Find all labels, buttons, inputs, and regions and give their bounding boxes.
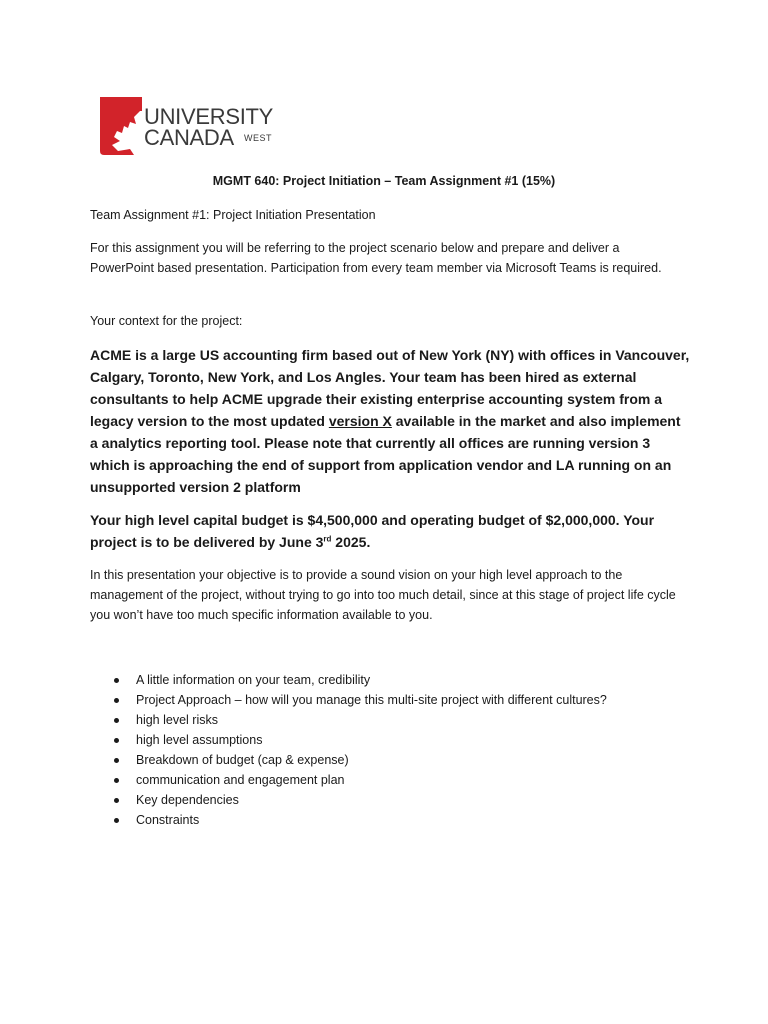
budget-text-1: Your high level capital budget is $4,500,000 and operating budget of $2,000,000. Your project is to be delivered by June 3 [90,512,655,550]
bullet-icon [114,738,119,743]
logo-line-canada: CANADA [144,125,234,150]
budget-text-2: 2025. [331,534,371,550]
list-item: A little information on your team, credibility [110,670,607,690]
list-item: Project Approach – how will you manage this multi-site project with different cultures? [110,690,607,710]
list-item: communication and engagement plan [110,770,607,790]
context-label: Your context for the project: [90,314,243,328]
university-logo [100,97,280,155]
bullet-icon [114,758,119,763]
document-title: MGMT 640: Project Initiation – Team Assignment #1 (15%) [212,174,556,188]
scenario-version-x: version X [328,413,392,429]
bullet-icon [114,718,119,723]
deliverables-list [110,670,607,830]
list-item: Breakdown of budget (cap & expense) [110,750,607,770]
bullet-icon [114,698,119,703]
scenario-text-1: ACME is a large US accounting firm based out of New York (NY) with offices in Vancouver, Calgary, Toronto, New York, and Los Angles. Your team has been hired as external consultants to help ACME upgrade their existing enterprise accounting system from a legacy version to the most updated [90,347,690,429]
list-item: Constraints [110,810,607,830]
assignment-subtitle: Team Assignment #1: Project Initiation Presentation [90,208,376,222]
budget-paragraph [90,509,690,553]
logo-line-university: UNIVERSITY [144,104,274,129]
bullet-icon [114,798,119,803]
list-item: Key dependencies [110,790,607,810]
maple-leaf-logo-icon [100,97,142,155]
scenario-text-2: available in the market and also implement a analytics reporting tool. Please note that currently all offices are running version 3 which is approaching the end of support from application vendor and LA running on an unsupported version 2 platform [90,413,681,495]
objective-paragraph: In this presentation your objective is to provide a sound vision on your high level approach to the management of the project, without trying to go into too much detail, since at this stage of project life cycle you won’t have too much specific information available to you. [90,568,676,622]
budget-superscript: rd [323,534,332,544]
intro-paragraph: For this assignment you will be referring to the project scenario below and prepare and deliver a PowerPoint based presentation. Participation from every team member via Microsoft Teams is required. [90,241,662,275]
bullet-icon [114,678,119,683]
bullet-icon [114,778,119,783]
list-item: high level assumptions [110,730,607,750]
bullet-icon [114,818,119,823]
logo-suffix-west: WEST [244,133,272,143]
list-item: high level risks [110,710,607,730]
scenario-paragraph [90,344,690,498]
